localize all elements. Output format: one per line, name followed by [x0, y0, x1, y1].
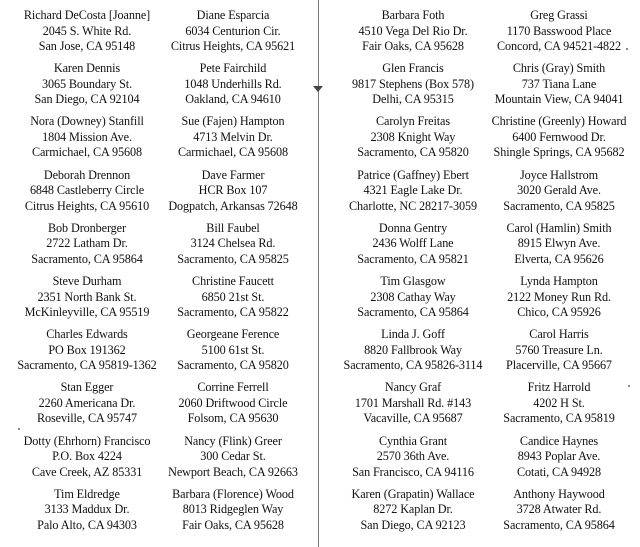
address-entry [338, 168, 488, 215]
entry-name: Barbara Foth [381, 8, 445, 22]
entry-name: Fritz Harrold [527, 380, 591, 395]
address-entry [12, 487, 162, 534]
address-entry [12, 8, 162, 55]
entry-street: HCR Box 107 [198, 183, 268, 198]
entry-street: 3020 Gerald Ave. [517, 183, 601, 198]
address-entry [158, 274, 308, 321]
entry-name: Steve Durham [52, 274, 122, 288]
address-entry [338, 8, 488, 55]
entry-name: Lynda Hampton [520, 274, 598, 288]
entry-name: Pete Fairchild [199, 61, 267, 76]
entry-name: Tim Glasgow [380, 274, 446, 288]
address-entry [338, 380, 488, 427]
entry-street: 8915 Elwyn Ave. [517, 236, 601, 251]
entry-city: Newport Beach, CA 92663 [168, 464, 298, 479]
entry-street: 4202 H St. [533, 395, 585, 410]
address-entry [12, 434, 162, 481]
center-gutter-line [318, 0, 319, 547]
entry-street: 3065 Boundary St. [41, 76, 133, 91]
entry-street: 1701 Marshall Rd. #143 [354, 395, 472, 410]
entry-city: Concord, CA 94521-4822 [496, 39, 622, 53]
entry-city: San Diego, CA 92104 [34, 92, 140, 107]
address-entry [158, 434, 308, 481]
entry-city: Chico, CA 95926 [517, 305, 601, 319]
address-entry [338, 61, 488, 108]
entry-city: San Jose, CA 95148 [38, 39, 136, 53]
entry-street: 6848 Castleberry Circle [29, 183, 145, 198]
entry-city: Mountain View, CA 94041 [494, 92, 624, 107]
address-entry [338, 434, 488, 481]
entry-street: 3728 Atwater Rd. [516, 502, 602, 517]
entry-name: Linda J. Goff [381, 327, 445, 342]
entry-name: Diane Esparcia [196, 8, 270, 22]
entry-street: 2436 Wolff Lane [372, 236, 454, 251]
entry-name: Nancy Graf [384, 380, 442, 395]
entry-name: Richard DeCosta [Joanne] [23, 8, 151, 22]
entry-street: 6400 Fernwood Dr. [512, 129, 606, 144]
entry-name: Christine Faucett [192, 274, 274, 288]
entry-street: 6034 Centurion Cir. [185, 23, 281, 38]
entry-city: Sacramento, CA 95825 [177, 251, 289, 266]
entry-street: 6850 21st St. [201, 289, 265, 304]
entry-street: 2308 Knight Way [370, 129, 456, 144]
address-entry [484, 114, 634, 161]
scan-speck [18, 428, 20, 430]
entry-city: Oakland, CA 94610 [185, 92, 281, 107]
entry-city: Placerville, CA 95667 [506, 358, 612, 373]
entry-street: 1804 Mission Ave. [42, 129, 132, 144]
entry-street: 300 Cedar St. [200, 449, 266, 464]
address-entry [158, 61, 308, 108]
scan-speck [628, 385, 630, 387]
entry-name: Bill Faubel [206, 220, 260, 235]
entry-city: Cotati, CA 94928 [516, 464, 602, 479]
entry-street: PO Box 191362 [48, 342, 126, 357]
entry-city: Sacramento, CA 95826-3114 [343, 358, 483, 373]
address-entry [158, 8, 308, 55]
entry-city: Charlotte, NC 28217-3059 [349, 198, 477, 213]
entry-street: 2308 Cathay Way [370, 289, 456, 304]
address-entry [158, 487, 308, 534]
entry-name: Chris (Gray) Smith [512, 61, 606, 76]
address-entry [484, 168, 634, 215]
entry-street: 3133 Maddux Dr. [44, 502, 130, 517]
entry-street: 737 Tiana Lane [521, 76, 597, 91]
entry-street: 2570 36th Ave. [376, 449, 450, 464]
entry-name: Donna Gentry [378, 220, 448, 235]
entry-city: Roseville, CA 95747 [36, 411, 137, 426]
entry-street: 8820 Fallbrook Way [364, 342, 462, 357]
entry-name: Nancy (Flink) Greer [184, 433, 282, 448]
entry-street: 5100 61st St. [201, 342, 265, 357]
entry-name: Karen Dennis [53, 61, 121, 76]
entry-name: Georgeane Ference [186, 327, 280, 342]
entry-street: 8272 Kaplan Dr. [373, 502, 453, 517]
entry-name: Glen Francis [382, 61, 444, 76]
entry-city: Sacramento, CA 95819 [503, 411, 615, 426]
entry-street: P.O. Box 4224 [52, 449, 122, 464]
entry-city: Sacramento, CA 95864 [357, 305, 469, 319]
address-entry [12, 327, 162, 374]
entry-city: Sacramento, CA 95822 [177, 305, 289, 319]
address-entry [338, 114, 488, 161]
entry-street: 2122 Money Run Rd. [507, 289, 611, 304]
entry-street: 5760 Treasure Ln. [515, 342, 603, 357]
address-entry [12, 61, 162, 108]
entry-name: Stan Egger [60, 380, 114, 395]
address-entry [484, 380, 634, 427]
address-entry [158, 114, 308, 161]
entry-name: Dave Farmer [201, 167, 265, 182]
address-entry [484, 8, 634, 55]
entry-name: Barbara (Florence) Wood [172, 486, 294, 501]
entry-city: Carmichael, CA 95608 [31, 145, 143, 160]
address-entry [338, 327, 488, 374]
entry-street: 4321 Eagle Lake Dr. [363, 183, 463, 198]
address-entry [12, 168, 162, 215]
address-entry [484, 434, 634, 481]
address-entry [484, 274, 634, 321]
entry-name: Anthony Haywood [513, 486, 605, 501]
address-entry [484, 221, 634, 268]
entry-street: 2045 S. White Rd. [42, 23, 132, 38]
entry-city: Fair Oaks, CA 95628 [362, 39, 464, 53]
address-entry [12, 114, 162, 161]
entry-city: Sacramento, CA 95820 [357, 145, 469, 160]
address-entry [338, 274, 488, 321]
entry-city: San Francisco, CA 94116 [352, 464, 474, 479]
entry-street: 4510 Vega Del Rio Dr. [358, 23, 468, 38]
entry-city: Vacaville, CA 95687 [363, 411, 463, 426]
entry-city: Fair Oaks, CA 95628 [182, 517, 284, 532]
entry-street: 2060 Driftwood Circle [178, 395, 288, 410]
scan-speck [626, 48, 628, 50]
entry-city: Sacramento, CA 95864 [31, 251, 143, 266]
entry-name: Dotty (Ehrhorn) Francisco [23, 433, 151, 448]
address-entry [484, 61, 634, 108]
address-entry [158, 380, 308, 427]
entry-name: Patrice (Gaffney) Ebert [357, 167, 469, 182]
entry-name: Bob Dronberger [48, 220, 126, 235]
entry-name: Candice Haynes [519, 433, 599, 448]
entry-name: Greg Grassi [530, 8, 588, 22]
entry-city: Sacramento, CA 95819-1362 [17, 358, 157, 373]
entry-city: Sacramento, CA 95864 [503, 517, 615, 532]
entry-name: Karen (Grapatin) Wallace [351, 486, 475, 501]
entry-street: 8013 Ridgeglen Way [182, 502, 284, 517]
entry-name: Carol Harris [529, 327, 589, 342]
address-entry [338, 221, 488, 268]
address-entry [158, 168, 308, 215]
entry-city: Citrus Heights, CA 95621 [170, 39, 296, 53]
address-entry [12, 221, 162, 268]
address-entry [12, 380, 162, 427]
entry-name: Sue (Fajen) Hampton [181, 114, 285, 129]
entry-city: Carmichael, CA 95608 [177, 145, 289, 160]
address-entry [338, 487, 488, 534]
entry-city: Shingle Springs, CA 95682 [493, 145, 625, 160]
entry-city: McKinleyville, CA 95519 [24, 305, 150, 319]
entry-street: 8943 Poplar Ave. [517, 449, 601, 464]
entry-city: Sacramento, CA 95825 [503, 198, 615, 213]
entry-name: Nora (Downey) Stanfill [30, 114, 144, 129]
entry-street: 3124 Chelsea Rd. [190, 236, 276, 251]
entry-city: Sacramento, CA 95820 [177, 358, 289, 373]
entry-name: Corrine Ferrell [197, 380, 269, 395]
entry-street: 2722 Latham Dr. [46, 236, 128, 251]
gutter-arrow-mark [313, 86, 323, 92]
entry-street: 1048 Underhills Rd. [184, 76, 282, 91]
entry-name: Cynthia Grant [378, 433, 448, 448]
entry-name: Carolyn Freitas [376, 114, 450, 129]
entry-city: Dogpatch, Arkansas 72648 [168, 198, 298, 213]
entry-name: Tim Eldredge [54, 486, 120, 501]
entry-city: San Diego, CA 92123 [360, 517, 466, 532]
entry-name: Deborah Drennon [43, 167, 131, 182]
entry-city: Delhi, CA 95315 [372, 92, 454, 107]
entry-name: Charles Edwards [46, 327, 128, 342]
address-entry [158, 327, 308, 374]
address-entry [12, 274, 162, 321]
address-entry [158, 221, 308, 268]
entry-name: Carol (Hamlin) Smith [506, 220, 612, 235]
entry-street: 2260 Americana Dr. [38, 395, 136, 410]
entry-name: Joyce Hallstrom [519, 167, 599, 182]
entry-city: Folsom, CA 95630 [187, 411, 279, 426]
entry-street: 1170 Basswood Place [506, 23, 612, 38]
address-entry [484, 487, 634, 534]
entry-street: 9817 Stephens (Box 578) [352, 76, 474, 91]
entry-city: Elverta, CA 95626 [514, 251, 604, 266]
entry-city: Palo Alto, CA 94303 [37, 517, 137, 532]
entry-city: Citrus Heights, CA 95610 [24, 198, 150, 213]
entry-city: Cave Creek, AZ 85331 [31, 464, 143, 479]
entry-street: 2351 North Bank St. [37, 289, 137, 304]
address-entry [484, 327, 634, 374]
entry-city: Sacramento, CA 95821 [357, 251, 469, 266]
entry-name: Christine (Greenly) Howard [491, 114, 627, 129]
entry-street: 4713 Melvin Dr. [193, 129, 273, 144]
